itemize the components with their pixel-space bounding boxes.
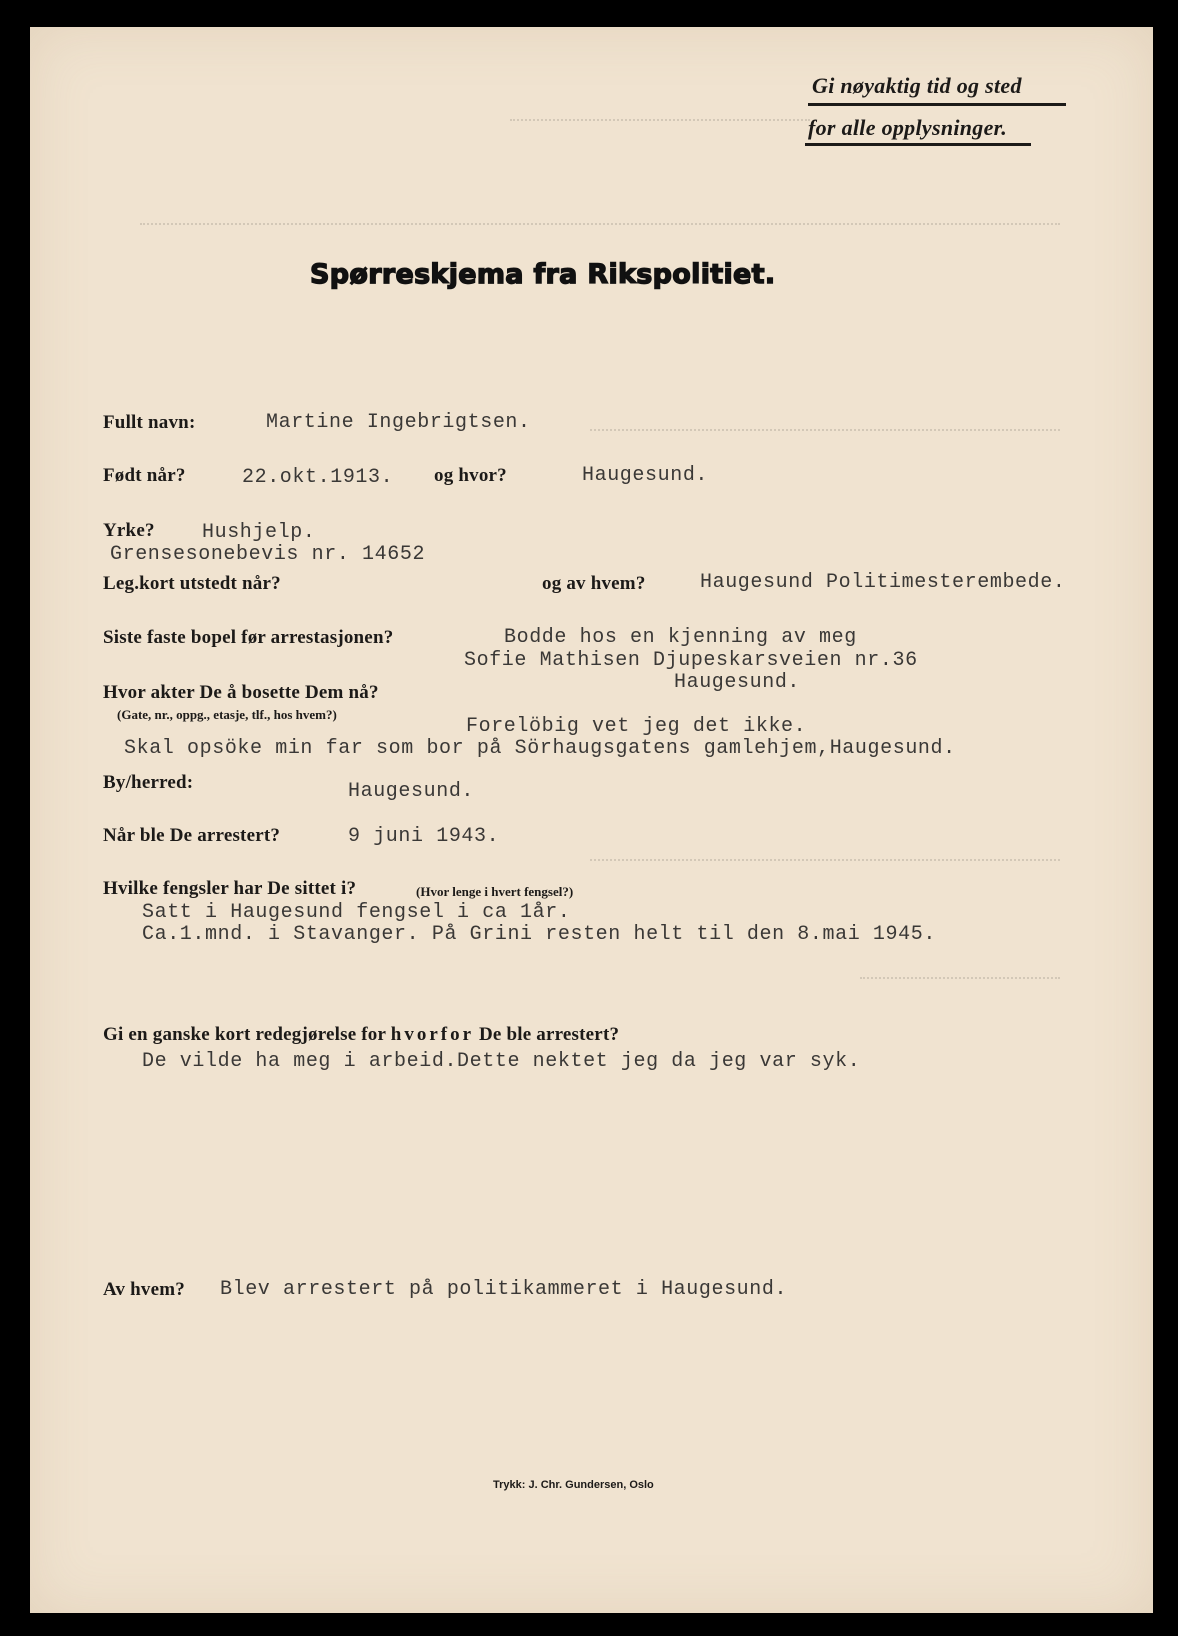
- arrest-reason-label-emphasis: hvorfor: [390, 1024, 475, 1045]
- arrest-date-value: 9 juni 1943.: [348, 825, 500, 848]
- arrest-reason-value: De vilde ha meg i arbeid.Dette nektet jeg da jeg var syk.: [142, 1050, 861, 1073]
- instruction-rule-2: [805, 143, 1031, 146]
- id-card-issuer-label: og av hvem?: [542, 573, 646, 594]
- settle-sublabel: (Gate, nr., oppg., etasje, tlf., hos hvem?): [117, 707, 337, 722]
- bleed-through-mark: [140, 213, 1060, 225]
- form-sheet: [30, 27, 1153, 1613]
- id-card-issued-label: Leg.kort utstedt når?: [103, 573, 281, 594]
- prisons-line-1: Satt i Haugesund fengsel i ca 1år.: [142, 901, 571, 924]
- prisons-label: Hvilke fengsler har De sittet i?: [103, 878, 357, 899]
- instruction-line-2: for alle opplysninger.: [808, 115, 1008, 140]
- born-where-label: og hvor?: [434, 465, 507, 486]
- bleed-through-mark: [860, 967, 1060, 979]
- arrest-reason-label-part-3: De ble arrestert?: [474, 1024, 620, 1045]
- id-card-issuer-value: Haugesund Politimesterembede.: [700, 571, 1066, 594]
- instruction-line-1: Gi nøyaktig tid og sted: [812, 73, 1022, 98]
- bleed-through-mark: [590, 849, 1060, 861]
- occupation-label: Yrke?: [103, 520, 155, 541]
- last-residence-label: Siste faste bopel før arrestasjonen?: [103, 627, 394, 648]
- settle-line-1: Forelöbig vet jeg det ikke.: [466, 715, 807, 738]
- form-title: Spørreskjema fra Rikspolitiet.: [310, 259, 776, 290]
- last-residence-line-2: Sofie Mathisen Djupeskarsveien nr.36: [464, 649, 918, 672]
- border-zone-permit-value: Grensesonebevis nr. 14652: [110, 543, 426, 566]
- bleed-through-mark: [590, 419, 1060, 431]
- arrest-date-label: Når ble De arrestert?: [103, 825, 281, 846]
- city-value: Haugesund.: [348, 780, 475, 803]
- occupation-value: Hushjelp.: [202, 521, 316, 544]
- city-label: By/herred:: [103, 772, 194, 793]
- born-where-value: Haugesund.: [582, 464, 709, 487]
- settle-label: Hvor akter De å bosette Dem nå?: [103, 682, 379, 703]
- bleed-through-mark: [510, 109, 810, 121]
- prisons-line-2: Ca.1.mnd. i Stavanger. På Grini resten helt til den 8.mai 1945.: [142, 923, 936, 946]
- born-label: Født når?: [103, 465, 186, 486]
- instruction-rule-1: [808, 103, 1066, 106]
- last-residence-line-3: Haugesund.: [674, 671, 801, 694]
- born-value: 22.okt.1913.: [242, 466, 394, 489]
- arrested-by-label: Av hvem?: [103, 1279, 185, 1300]
- last-residence-line-1: Bodde hos en kjenning av meg: [504, 626, 857, 649]
- name-value: Martine Ingebrigtsen.: [266, 411, 531, 434]
- arrested-by-value: Blev arrestert på politikammeret i Haugesund.: [220, 1278, 788, 1301]
- name-label: Fullt navn:: [103, 412, 196, 433]
- prisons-sublabel: (Hvor lenge i hvert fengsel?): [416, 884, 574, 899]
- printer-imprint: Trykk: J. Chr. Gundersen, Oslo: [493, 1479, 654, 1491]
- settle-line-2: Skal opsöke min far som bor på Sörhaugsgatens gamlehjem,Haugesund.: [124, 737, 956, 760]
- arrest-reason-label-part-1: Gi en ganske kort redegjørelse for: [103, 1024, 391, 1045]
- arrest-reason-label: [103, 1024, 619, 1046]
